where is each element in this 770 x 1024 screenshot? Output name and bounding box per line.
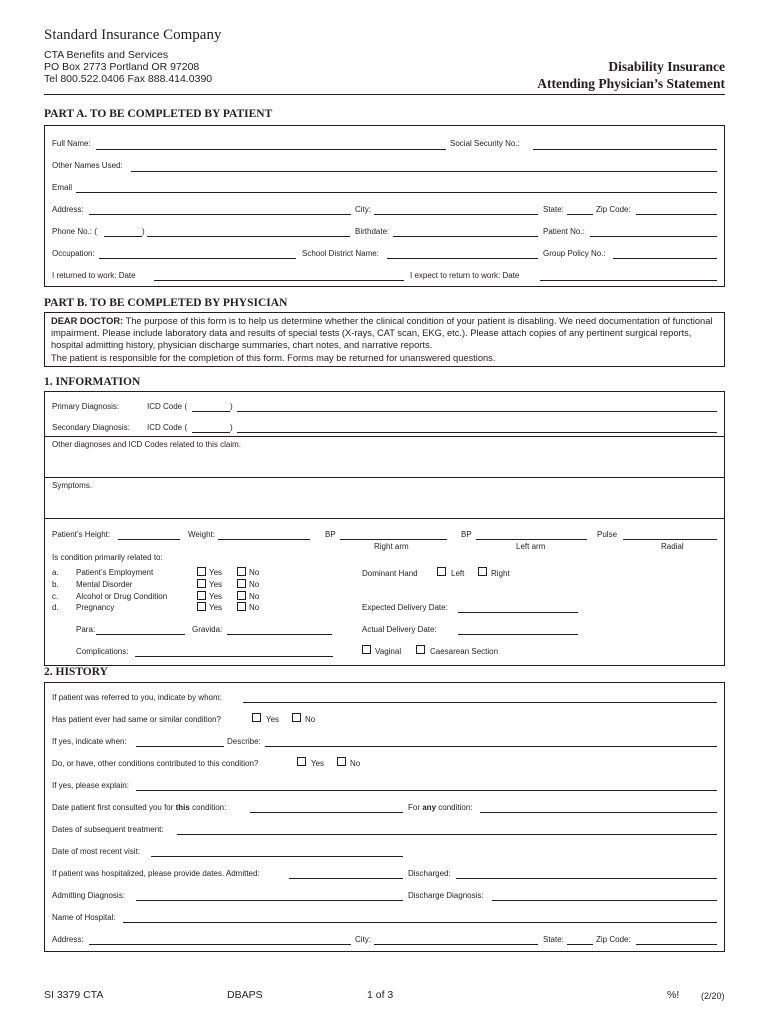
para-field[interactable]: [96, 634, 185, 635]
height-field[interactable]: [118, 539, 180, 540]
dear-doctor-label: DEAR DOCTOR:: [51, 316, 124, 326]
condition-alcohol-label: Alcohol or Drug Condition: [76, 592, 168, 601]
actual-delivery-field[interactable]: [458, 634, 578, 635]
yes-label: Yes: [266, 715, 280, 724]
complications-field[interactable]: [135, 656, 333, 657]
yes-label: Yes: [209, 603, 223, 612]
left-arm-caption: Left arm: [516, 542, 546, 551]
primary-diagnosis-label: Primary Diagnosis:: [52, 402, 120, 411]
if-yes-explain-label: If yes, please explain:: [52, 781, 129, 790]
condition-letter: d.: [52, 603, 59, 612]
group-policy-label: Group Policy No.:: [543, 249, 606, 258]
school-district-label: School District Name:: [302, 249, 379, 258]
phone-label: Phone No.: (: [52, 227, 97, 236]
height-label: Patient’s Height:: [52, 530, 111, 539]
state-field[interactable]: [567, 214, 593, 215]
condition-letter: c.: [52, 592, 59, 601]
no-label: No: [305, 715, 316, 724]
first-consulted-emphasis: this: [175, 803, 190, 812]
hospital-address-label: Address:: [52, 935, 84, 944]
city-label: City:: [355, 205, 371, 214]
any-condition-emphasis: any: [422, 803, 437, 812]
same-condition-label: Has patient ever had same or similar condition?: [52, 715, 221, 724]
part-b-title: PART B. TO BE COMPLETED BY PHYSICIAN: [44, 297, 288, 309]
company-name: Standard Insurance Company: [44, 27, 222, 43]
admitting-diagnosis-label: Admitting Diagnosis:: [52, 891, 125, 900]
if-yes-when-label: If yes, indicate when:: [52, 737, 127, 746]
primary-icd-label: ICD Code (: [147, 402, 188, 411]
mental-yes-checkbox[interactable]: [197, 579, 206, 588]
contributed-yes-checkbox[interactable]: [297, 757, 306, 766]
condition-pregnancy-label: Pregnancy: [76, 603, 115, 612]
describe-field[interactable]: [265, 746, 717, 747]
hospital-name-label: Name of Hospital:: [52, 913, 116, 922]
page-number: 1 of 3: [367, 989, 394, 1001]
address-line-3: Tel 800.522.0406 Fax 888.414.0390: [44, 73, 213, 85]
ssn-field[interactable]: [533, 149, 717, 150]
full-name-field[interactable]: [96, 149, 446, 150]
phone-field[interactable]: [147, 236, 350, 237]
pulse-field[interactable]: [623, 539, 717, 540]
returned-work-label: I returned to work: Date: [52, 271, 136, 280]
form-title-line-2: Attending Physician’s Statement: [537, 76, 725, 91]
dominant-hand-label: Dominant Hand: [362, 569, 418, 578]
condition-related-label: Is condition primarily related to:: [52, 553, 163, 562]
any-condition-text: For: [408, 803, 423, 812]
hospital-zip-field[interactable]: [636, 944, 717, 945]
employment-no-checkbox[interactable]: [237, 567, 246, 576]
symptoms-label[interactable]: Symptoms.: [52, 481, 93, 490]
part-a-title: PART A. TO BE COMPLETED BY PATIENT: [44, 108, 273, 120]
patient-no-field[interactable]: [590, 236, 717, 237]
alcohol-yes-checkbox[interactable]: [197, 591, 206, 600]
form-code: DBAPS: [227, 989, 263, 1001]
hospital-state-label: State:: [543, 935, 564, 944]
contributed-no-checkbox[interactable]: [337, 757, 346, 766]
zip-field[interactable]: [636, 214, 717, 215]
bp-right-label: BP: [325, 530, 336, 539]
complications-label: Complications:: [76, 647, 129, 656]
header-rule: [44, 94, 725, 95]
same-condition-no-checkbox[interactable]: [292, 713, 301, 722]
divider: [44, 477, 725, 478]
vaginal-checkbox[interactable]: [362, 645, 371, 654]
employment-yes-checkbox[interactable]: [197, 567, 206, 576]
no-label: No: [249, 603, 260, 612]
yes-label: Yes: [311, 759, 325, 768]
school-district-field[interactable]: [387, 258, 538, 259]
condition-employment-label: Patient’s Employment: [76, 568, 154, 577]
if-yes-when-field[interactable]: [136, 746, 224, 747]
secondary-icd-label: ICD Code (: [147, 423, 188, 432]
recent-visit-label: Date of most recent visit:: [52, 847, 141, 856]
occupation-field[interactable]: [99, 258, 296, 259]
gravida-label: Gravida:: [192, 625, 223, 634]
group-policy-field[interactable]: [613, 258, 717, 259]
hospital-city-label: City:: [355, 935, 371, 944]
divider: [44, 436, 725, 437]
admitting-diagnosis-field[interactable]: [136, 900, 403, 901]
dear-doctor-paragraph: [51, 315, 721, 352]
weight-label: Weight:: [188, 530, 215, 539]
discharged-label: Discharged:: [408, 869, 451, 878]
other-diagnoses-label[interactable]: Other diagnoses and ICD Codes related to this claim.: [52, 440, 241, 449]
bp-right-arm-field[interactable]: [340, 539, 447, 540]
phone-paren-close: ): [142, 227, 145, 236]
expected-delivery-label: Expected Delivery Date:: [362, 603, 448, 612]
referred-by-field[interactable]: [243, 702, 717, 703]
address-line-2: PO Box 2773 Portland OR 97208: [44, 61, 200, 73]
yes-label: Yes: [209, 580, 223, 589]
returned-work-date-field[interactable]: [154, 280, 404, 281]
secondary-icd-close: ): [230, 423, 233, 432]
hospital-address-field[interactable]: [89, 944, 351, 945]
first-consulted-suffix: condition:: [189, 803, 227, 812]
explain-field[interactable]: [136, 790, 717, 791]
secondary-icd-field[interactable]: [192, 432, 230, 433]
subsequent-treatment-label: Dates of subsequent treatment:: [52, 825, 164, 834]
contributed-label: Do, or have, other conditions contributed to this condition?: [52, 759, 259, 768]
patient-no-label: Patient No.:: [543, 227, 585, 236]
first-consulted-text: Date patient first consulted you for: [52, 803, 176, 812]
expect-return-label: I expect to return to work: Date: [410, 271, 520, 280]
information-title: 1. INFORMATION: [44, 376, 141, 388]
zip-label: Zip Code:: [596, 205, 631, 214]
expect-return-date-field[interactable]: [540, 280, 717, 281]
no-label: No: [249, 580, 260, 589]
email-field[interactable]: [76, 192, 717, 193]
revision-date: (2/20): [701, 991, 725, 1001]
pulse-label: Pulse: [597, 530, 618, 539]
radial-caption: Radial: [661, 542, 684, 551]
responsible-notice: The patient is responsible for the completion of this form. Forms may be returned for unanswered questions.: [51, 353, 496, 363]
expected-delivery-field[interactable]: [458, 612, 578, 613]
gravida-field[interactable]: [227, 634, 332, 635]
city-field[interactable]: [374, 214, 538, 215]
admitted-field[interactable]: [289, 878, 403, 879]
email-label: Email: [52, 183, 73, 192]
primary-icd-close: ): [230, 402, 233, 411]
yes-label: Yes: [209, 592, 223, 601]
birthdate-field[interactable]: [393, 236, 538, 237]
describe-label: Describe:: [227, 737, 261, 746]
any-condition-field[interactable]: [480, 812, 717, 813]
same-condition-yes-checkbox[interactable]: [252, 713, 261, 722]
full-name-label: Full Name:: [52, 139, 91, 148]
referred-by-label: If patient was referred to you, indicate by whom:: [52, 693, 222, 702]
yes-label: Yes: [209, 568, 223, 577]
pregnancy-no-checkbox[interactable]: [237, 602, 246, 611]
right-arm-caption: Right arm: [374, 542, 409, 551]
hospital-state-field[interactable]: [567, 944, 593, 945]
any-condition-label: [408, 803, 473, 812]
divider: [44, 518, 725, 519]
hospital-zip-label: Zip Code:: [596, 935, 631, 944]
mental-no-checkbox[interactable]: [237, 579, 246, 588]
address-line-1: CTA Benefits and Services: [44, 49, 169, 61]
first-consulted-field[interactable]: [250, 812, 403, 813]
address-field[interactable]: [89, 214, 351, 215]
recent-visit-field[interactable]: [151, 856, 403, 857]
other-names-label: Other Names Used:: [52, 161, 123, 170]
no-label: No: [249, 568, 260, 577]
para-label: Para:: [76, 625, 96, 634]
primary-diagnosis-field[interactable]: [237, 411, 717, 412]
subsequent-treatment-field[interactable]: [177, 834, 717, 835]
discharge-diagnosis-label: Discharge Diagnosis:: [408, 891, 484, 900]
dear-doctor-text: The purpose of this form is to help us determine whether the clinical condition of your patient is disabling. We need documentation of functional impairment. Please include laboratory data and results of special tests (X-rays, CAT scan, EKG, etc.). Please attach copies of any pertinent surgical reports, hospital admitting history, physician discharge summaries, chart notes, and narrative reports.: [51, 316, 713, 351]
actual-delivery-label: Actual Delivery Date:: [362, 625, 437, 634]
state-label: State:: [543, 205, 564, 214]
phone-area-code-field[interactable]: [104, 236, 142, 237]
form-title-line-1: Disability Insurance: [608, 59, 725, 74]
first-consulted-label: [52, 803, 226, 812]
weight-field[interactable]: [218, 539, 310, 540]
pregnancy-yes-checkbox[interactable]: [197, 602, 206, 611]
bp-left-arm-field[interactable]: [476, 539, 587, 540]
discharge-diagnosis-field[interactable]: [492, 900, 717, 901]
no-label: No: [350, 759, 361, 768]
hospitalized-label: If patient was hospitalized, please provide dates. Admitted:: [52, 869, 260, 878]
condition-letter: a.: [52, 568, 59, 577]
secondary-diagnosis-field[interactable]: [237, 432, 717, 433]
vaginal-label: Vaginal: [375, 647, 402, 656]
condition-mental-label: Mental Disorder: [76, 580, 133, 589]
footer-mark: %!: [667, 989, 680, 1001]
occupation-label: Occupation:: [52, 249, 95, 258]
caesarean-label: Caesarean Section: [430, 647, 499, 656]
secondary-diagnosis-label: Secondary Diagnosis:: [52, 423, 130, 432]
caesarean-checkbox[interactable]: [416, 645, 425, 654]
discharged-field[interactable]: [456, 878, 717, 879]
alcohol-no-checkbox[interactable]: [237, 591, 246, 600]
no-label: No: [249, 592, 260, 601]
bp-left-label: BP: [461, 530, 472, 539]
history-title: 2. HISTORY: [44, 666, 108, 678]
right-label: Right: [491, 569, 510, 578]
other-names-field[interactable]: [131, 171, 717, 172]
form-id: SI 3379 CTA: [44, 989, 104, 1001]
dominant-left-checkbox[interactable]: [437, 567, 446, 576]
address-label: Address:: [52, 205, 84, 214]
ssn-label: Social Security No.:: [450, 139, 520, 148]
dominant-right-checkbox[interactable]: [478, 567, 487, 576]
hospital-city-field[interactable]: [374, 944, 538, 945]
left-label: Left: [451, 569, 465, 578]
condition-letter: b.: [52, 580, 59, 589]
hospital-name-field[interactable]: [123, 922, 717, 923]
primary-icd-field[interactable]: [192, 411, 230, 412]
birthdate-label: Birthdate:: [355, 227, 390, 236]
any-condition-suffix: condition:: [436, 803, 473, 812]
